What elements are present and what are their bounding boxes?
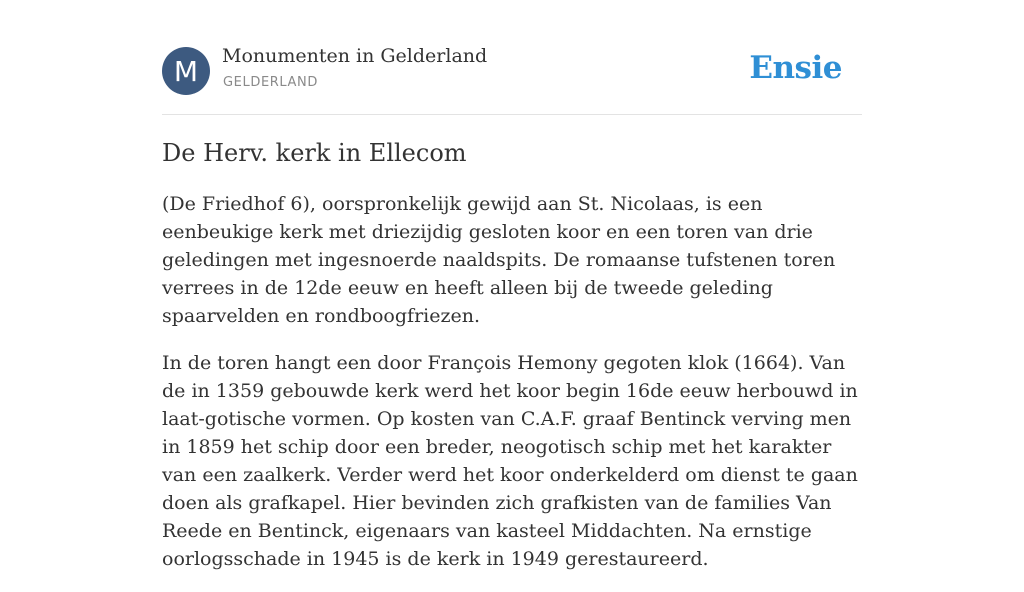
source-subtitle[interactable]: GELDERLAND	[223, 75, 318, 90]
brand-logo[interactable]: Ensie	[749, 50, 842, 86]
source-avatar[interactable]: M	[162, 47, 210, 95]
article-paragraph-2: In de toren hangt een door François Hemony gegoten klok (1664). Van de in 1359 gebouwde kerk werd het koor begin 16de eeuw herbouwd in laat-gotische vormen. Op kosten van C.A.F. graaf Bentinck verving men in 1859 het schip door een breder, neogotisch schip met het karakter van een zaalkerk. Verder werd het koor onderkelderd om dienst te gaan doen als grafkapel. Hier bevinden zich grafkisten van de families Van Reede en Bentinck, eigenaars van kasteel Middachten. Na ernstige oorlogsschade in 1945 is de kerk in 1949 gerestaureerd.	[162, 352, 858, 570]
article-paragraph-1: (De Friedhof 6), oorspronkelijk gewijd aan St. Nicolaas, is een eenbeukige kerk met driezijdig gesloten koor en een toren van drie geledingen met ingesnoerde naaldspits. De romaanse tufstenen toren verrees in de 12de eeuw en heeft alleen bij de tweede geleding spaarvelden en rondboogfriezen.	[162, 193, 836, 327]
article	[162, 136, 862, 592]
source-title[interactable]: Monumenten in Gelderland	[222, 45, 488, 67]
page-header	[162, 0, 862, 115]
article-title: De Herv. kerk in Ellecom	[162, 139, 467, 167]
